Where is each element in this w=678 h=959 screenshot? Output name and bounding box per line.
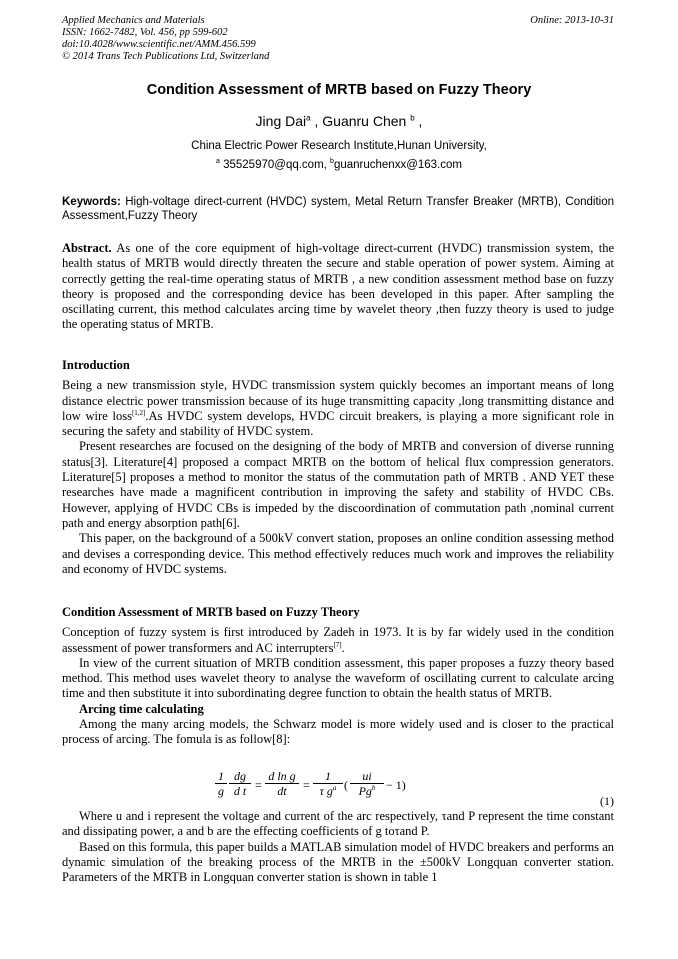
keywords-text: High-voltage direct-current (HVDC) system, Metal Return Transfer Breaker (MRTB), Condition Assessment,Fuzzy Theory [62, 196, 614, 222]
author-1-sup: a [306, 113, 311, 123]
email-a: 35525970@qq.com, [219, 159, 331, 171]
section-2-heading: Condition Assessment of MRTB based on Fuzzy Theory [62, 605, 360, 619]
paren-open: ( [344, 778, 348, 792]
copyright-line: © 2014 Trans Tech Publications Ltd, Switzerland [62, 51, 270, 62]
author-2: Guanru Chen [322, 113, 407, 129]
author-line [0, 113, 678, 129]
frac-2-den: d t [233, 784, 247, 798]
abstract-block [62, 241, 614, 333]
introduction-section [62, 358, 614, 577]
abstract-label: Abstract. [62, 241, 112, 255]
intro-paragraph-2: Present researches are focused on the designing of the body of MRTB and conversion of diverse running status[3]. Literature[4] proposed a compact MRTB on the bottom of helical flux compression generators. Literature[5] proposes a method to monitor the status of the commutation path of MRTB . AND YET these researches have made a magnificent contribution in improving the safety and stability of HVDC CBs. However, applying of HVDC CBs is impeded by the discoordination of commutation path ,nominal current path and energy absorption path[6]. [62, 439, 614, 530]
frac-dlng-dt [265, 769, 299, 798]
frac-1-tau-g [313, 769, 343, 798]
section-2-paragraph-4: Where u and i represent the voltage and current of the arc respectively, τand P represent the time constant and dissipating power, a and b are the effecting coefficients of g toτand P. [62, 809, 614, 839]
frac-4-den [313, 784, 343, 798]
email-b: guanruchenxx@163.com [333, 159, 462, 171]
section-2-paragraph-3: Among the many arcing models, the Schwarz model is more widely used and is closer to the practical process of arcing. The fomula is as follow[8]: [62, 717, 614, 747]
author-separator: , [310, 113, 323, 129]
section-2-paragraph-2: In view of the current situation of MRTB condition assessment, this paper proposes a fuzzy theory based method. This method uses wavelet theory to analyse the waveform of oscillating current to calculate arcing time and then substitute it into subordinating degree function to obtain the health status of MRTB. [62, 655, 614, 701]
frac-3-num: d ln g [265, 769, 299, 784]
email-line [0, 159, 678, 171]
introduction-heading: Introduction [62, 358, 130, 372]
section-2-paragraph-1 [62, 625, 614, 656]
issn-line: ISSN: 1662-7482, Vol. 456, pp 599-602 [62, 27, 228, 38]
frac-4-den-sup: a [332, 784, 337, 792]
equals-2: = [303, 778, 310, 792]
frac-5-den-base: Pg [358, 784, 372, 798]
author-1: Jing Dai [255, 113, 307, 129]
frac-dg-dt [229, 769, 251, 798]
keywords-label: Keywords: [62, 196, 121, 208]
intro-p1-text: Being a new transmission style, HVDC transmission system quickly becomes an important means of long distance electric power transmission because of its huge transmitting capacity ,long transmitting distance and low wire loss [62, 378, 614, 423]
schwarz-formula [62, 769, 614, 809]
keywords-block [62, 195, 614, 223]
intro-p1-text-end: .As HVDC system develops, HVDC circuit breakers, is playing a more significant role in securing the safety and stability of HVDC system. [62, 408, 614, 439]
s2-p1-end: . [341, 640, 345, 655]
intro-paragraph-1 [62, 378, 614, 439]
email-b-sup: b [330, 158, 334, 166]
formula-tail: − 1) [386, 778, 406, 792]
intro-paragraph-3: This paper, on the background of a 500kV convert station, proposes an online condition assessing method and devises a corresponding device. This method effectively reduces much work and improves the reliability and economy of HVDC systems. [62, 531, 614, 576]
online-date: Online: 2013-10-31 [530, 15, 614, 26]
author-2-sup: b [410, 113, 415, 123]
equals-1: = [255, 778, 262, 792]
frac-4-den-base: τ g [319, 784, 333, 798]
frac-1-num: 1 [215, 769, 227, 784]
frac-5-den-sup: b [371, 784, 376, 792]
journal-header [62, 15, 614, 63]
fuzzy-section [62, 605, 614, 748]
email-a-sup: a [216, 158, 220, 166]
journal-name: Applied Mechanics and Materials [62, 15, 205, 26]
intro-p1-ref: [1,2] [131, 408, 146, 417]
frac-1-over-g [215, 769, 227, 798]
doi-line: doi:10.4028/www.scientific.net/AMM.456.599 [62, 39, 256, 50]
frac-1-den: g [218, 784, 224, 798]
abstract-text: As one of the core equipment of high-voltage direct-current (HVDC) transmission system, the health status of MRTB would directly threaten the secure and stable operation of power system. Aiming at correctly getting the real-time operating status of MRTB , a new condition assessment method base on fuzzy theory is proposed and the corresponding device has been developed in this paper. After sampling the oscillating current, this method calculates arcing time by wavelet theory ,then fuzzy theory is used to judge the operating status of MRTB. [62, 241, 614, 332]
frac-5-num: ui [350, 769, 384, 784]
paper-title: Condition Assessment of MRTB based on Fuzzy Theory [146, 82, 532, 98]
arcing-subheading: Arcing time calculating [79, 701, 204, 716]
post-formula-block [62, 809, 614, 885]
frac-4-num: 1 [313, 769, 343, 784]
frac-ui-pg [350, 769, 384, 798]
affiliation: China Electric Power Research Institute,Hunan University, [191, 140, 487, 152]
frac-2-num: dg [229, 769, 251, 784]
section-2-paragraph-5: Based on this formula, this paper builds a MATLAB simulation model of HVDC breakers and performs an dynamic simulation of the breaking process of the MRTB in the ±500kV Longquan converter station. Parameters of the MRTB in Longquan converter station is shown in table 1 [62, 839, 614, 885]
equation-number: (1) [600, 794, 614, 808]
frac-5-den [350, 784, 384, 798]
frac-3-den: dt [277, 784, 287, 798]
author-tail: , [414, 113, 423, 129]
s2-p1-text: Conception of fuzzy system is first introduced by Zadeh in 1973. It is by far widely used in the condition assessment of power transformers and AC interrupters [62, 625, 614, 655]
s2-p1-ref: [7] [333, 640, 342, 649]
